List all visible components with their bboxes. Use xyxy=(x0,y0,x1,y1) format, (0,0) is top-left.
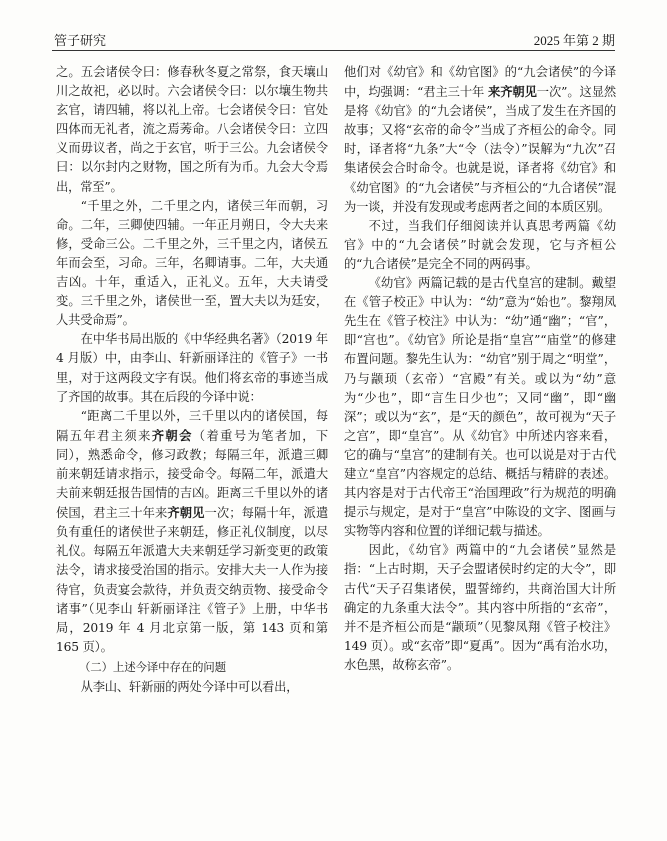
issue-label: 2025 年第 2 期 xyxy=(533,33,615,48)
text-run: （着重号为笔者加，下同），熟悉命令，修习政教；每隔三年，派遣三卿前来朝廷请求指示，接受命令。每隔二年，派遣大夫前来朝廷报告国情的吉凶。距离三千里以外的诸侯国，君主三十年来 xyxy=(56,428,328,521)
emphasis-text: 来齐朝见 xyxy=(488,84,537,100)
emphasis-text: 齐朝会 xyxy=(151,427,193,443)
text-run: 一次；每隔十年，派遣负有重任的诸侯世子来朝廷，修正礼仪制度，以尽礼仪。每隔五年派遣大夫来朝廷学习新变更的政策法令，请求接受治国的指示。安排大夫一人作为接待官，负责宴会款待，并负责交纳贡物、接受命令诸事”（见李山 轩新丽译注《管子》上册，中华书局，2019 年 4 月北京第一版，第 143 页和第 165 页）。 xyxy=(56,506,329,654)
header-rule xyxy=(52,50,615,51)
paragraph xyxy=(344,63,616,217)
right-column xyxy=(344,63,616,675)
left-column xyxy=(56,63,328,697)
page-header xyxy=(0,0,667,52)
text-run: 一次”。这显然是将《幼官》的“九会诸侯”，当成了发生在齐国的故事；又将“玄帝的命令”当成了齐桓公的命令。同时，译者将“九条”大“令（法令）”误解为“九次”召集诸侯会合时命令。也就是说，译者将《幼官》和《幼官图》的“九会诸侯”与齐桓公的“九合诸侯”混为一谈，并没有发现或考虑两者之间的本质区别。 xyxy=(344,85,616,214)
paragraph: “千里之外，二千里之内，诸侯三年而朝，习命。二年，三卿使四辅。一年正月朔日，令大夫来修，受命三公。二千里之外，三千里之内，诸侯五年而会至，习命。三年，名卿请事。二年，大夫通吉凶。十年，重适入，正礼义。五年，大夫请受变。三千里之外，诸侯世一至，置大夫以为廷安，人共受命焉”。 xyxy=(56,198,328,328)
text-run: “距离二千里以外，三千里以内的诸侯国，每隔五年君主须来 xyxy=(56,408,328,443)
paragraph: 《幼官》两篇记载的是古代皇宫的建制。戴望在《管子校正》中认为：“幼”意为“始也”。黎翔凤先生在《管子校注》中认为：“幼”通“幽”；“官”，即“宫也”。《幼官》所论是指“皇宫”“庙堂”的修建布置问题。黎先生认为：“幼官”别于周之“明堂”，乃与颛顼（玄帝）“宫殿”有关。或以为“幼”意为“少也”，即“言生日少也”；又同“幽”，即“幽深”；或以为“玄”，是“天的颜色”，故可视为“天子之宫”，即“皇宫”。从《幼官》中所述内容来看，它的确与“皇宫”的建制有关。也可以说是对于古代建立“皇宫”内容规定的总结、概括与精辟的表述。其内容是对于古代帝王“治国理政”行为规范的明确提示与规定，是对于“皇宫”中陈设的文字、图画与实物等内容和位置的详细记载与描述。 xyxy=(344,276,616,539)
emphasis-text: 齐朝见 xyxy=(167,505,205,521)
paragraph: 在中华书局出版的《中华经典名著》（2019 年 4 月版）中，由李山、轩新丽译注的《管子》一书里，对于这两段文字有误。他们将玄帝的事迹当成了齐国的故事。其在后段的今译中说： xyxy=(56,332,328,404)
paragraph: 不过，当我们仔细阅读并认真思考两篇《幼官》中的“九会诸侯”时就会发现，它与齐桓公的“九合诸侯”是完全不同的两码事。 xyxy=(344,218,616,271)
paragraph: 之。五会诸侯令曰：修春秋冬夏之常祭，食天壤山川之故祀，必以时。六会诸侯令曰：以尔壤生物共玄官，请四辅，将以礼上帝。七会诸侯令曰：官处四体而无礼者，流之焉莠命。八会诸侯令曰：立四义而毋议者，尚之于玄官，听于三公。九会诸侯令曰：以尔封内之财物，国之所有为币。九会大令焉出，常至”。 xyxy=(56,65,328,194)
journal-title: 管子研究 xyxy=(54,33,107,48)
paragraph: 从李山、轩新丽的两处今译中可以看出， xyxy=(80,680,299,694)
paragraph: 因此，《幼官》两篇中的“九会诸侯”显然是指：“上古时期，天子会盟诸侯时约定的大令”，即古代“天子召集诸侯，盟誓缔约，共商治国大计所确定的九条重大法令”。其内容中所指的“玄帝”，并不是齐桓公而是“颛顼”（见黎凤翔《管子校注》149 页）。或“玄帝”即“夏禹”。因为“禹有治水功，水色黑，故称玄帝”。 xyxy=(344,543,616,672)
text-run: 他们对《幼官》和《幼官图》的“九会诸侯”的今译中，均强调：“君主三十年 xyxy=(344,65,616,100)
section-subheading: （二）上述今译中存在的问题 xyxy=(79,659,226,674)
quoted-translation xyxy=(56,407,328,657)
